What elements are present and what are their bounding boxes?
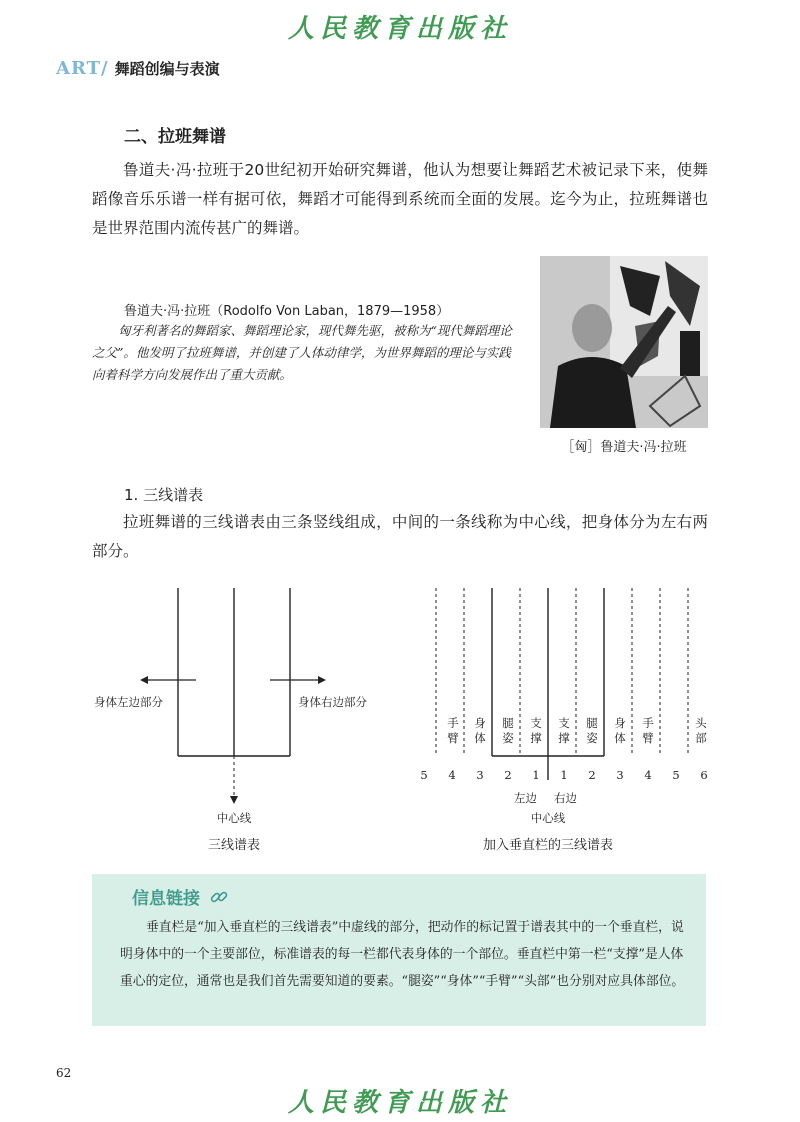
left-arrowhead: [140, 676, 148, 684]
photo-caption: ［匈］鲁道夫·冯·拉班: [561, 440, 687, 455]
photo-illustration: [540, 256, 708, 428]
column-number: 1: [560, 768, 568, 782]
column-number: 5: [672, 768, 680, 782]
book-title: 舞蹈创编与表演: [114, 60, 220, 78]
section-heading: 二、拉班舞谱: [124, 127, 226, 147]
column-label: 身体: [474, 716, 486, 745]
header-slash: /: [101, 58, 109, 79]
publisher-logo-top: 人民教育出版社: [287, 14, 512, 44]
right-arrowhead: [318, 676, 326, 684]
column-label: 手臂: [447, 716, 459, 745]
header-art: ART: [56, 58, 102, 79]
column-label: 支撑: [558, 716, 570, 745]
page-number: 62: [56, 1066, 72, 1080]
center-line-label: 中心线: [216, 811, 252, 825]
column-number: 3: [616, 768, 624, 782]
column-label: 身体: [614, 716, 626, 745]
right-side-label: 右边: [554, 791, 577, 805]
bio-name: 鲁道夫·冯·拉班（Rodolfo Von Laban，1879—1958）: [124, 304, 450, 319]
info-title: [132, 884, 228, 909]
body-left-label: 身体左边部分: [94, 695, 163, 709]
column-number: 2: [588, 768, 596, 782]
diagram2-caption: 加入垂直栏的三线谱表: [482, 838, 613, 853]
column-number: 1: [532, 768, 540, 782]
column-number: 5: [420, 768, 428, 782]
column-label: 腿姿: [502, 716, 514, 745]
info-link-box: [92, 874, 706, 1026]
column-number: 2: [504, 768, 512, 782]
left-side-label: 左边: [514, 791, 537, 805]
info-title-text: 信息链接: [132, 889, 200, 909]
column-number: 4: [448, 768, 456, 782]
subsection-heading: 1. 三线谱表: [124, 486, 204, 504]
section-paragraph: 鲁道夫·冯·拉班于20世纪初开始研究舞谱，他认为想要让舞蹈艺术被记录下来，使舞蹈像音乐乐谱一样有据可依，舞蹈才可能得到系统而全面的发展。迄今为止，拉班舞谱也是世界范围内流传甚广的舞谱。: [92, 161, 708, 237]
column-label: 腿姿: [586, 716, 598, 745]
laban-photo: [540, 256, 708, 428]
center-arrowhead: [230, 796, 238, 804]
body-right-label: 身体右边部分: [298, 695, 367, 709]
column-label: 头部: [695, 716, 707, 745]
link-icon: [210, 888, 228, 906]
running-header: [56, 58, 220, 79]
center-line-label: 中心线: [530, 811, 566, 825]
column-label: 支撑: [530, 716, 542, 745]
info-text: 垂直栏是“加入垂直栏的三线谱表”中虚线的部分，把动作的标记置于谱表其中的一个垂直栏，说明身体中的一个主要部位，标准谱表的每一栏都代表身体的一个部位。垂直栏中第一栏“支撑”是人体重心的定位，通常也是我们首先需要知道的要素。“腿姿”“身体”“手臂”“头部”也分别对应具体部位。: [120, 920, 685, 989]
column-number: 6: [700, 768, 708, 782]
column-number: 3: [476, 768, 484, 782]
bio-text: 匈牙利著名的舞蹈家、舞蹈理论家，现代舞先驱，被称为“现代舞蹈理论之父”。他发明了拉班舞谱，并创建了人体动律学，为世界舞蹈的理论与实践向着科学方向发展作出了重大贡献。: [92, 323, 512, 382]
publisher-logo-bottom: 人民教育出版社: [287, 1088, 512, 1118]
diagram1-caption: 三线谱表: [207, 838, 260, 853]
column-number: 4: [644, 768, 652, 782]
column-label: 手臂: [642, 716, 654, 745]
subsection-paragraph: 拉班舞谱的三线谱表由三条竖线组成，中间的一条线称为中心线，把身体分为左右两部分。: [92, 513, 708, 560]
